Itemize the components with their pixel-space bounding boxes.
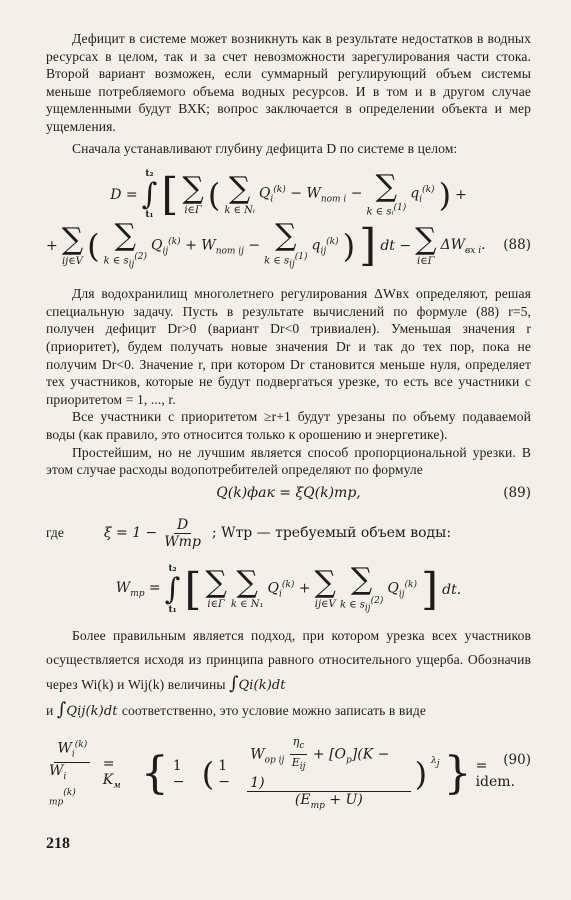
equation-90-tail: = idem. (475, 757, 516, 790)
paragraph-proportional: Простейшим, но не лучшим является способ пропорциональной урезки. В этом случае расходы водопотребителей определяют по формуле (46, 444, 531, 478)
paragraph-priority-cut: Все участники с приоритетом ≥r+1 будут урезаны по объему подаваемой воды (как правило, это относится только к орошению и энергетике). (46, 409, 531, 442)
paragraph-depth-intro: Сначала устанавливают глубину дефицита D по системе в целом: (72, 140, 458, 156)
paragraph-reservoirs: Для водохранилищ многолетнего регулирования ΔWвх определяют, решая специальную задачу. Пусть в результате вычислений по формуле (88) r=5, получен дефицит Dr>0 (вариант Dr<0 тривиален). Уменьшая значения r (приоритет), будем получать новые значения Dr и так до тех пор, пока не получим Dr<0. Значение r, при котором Dr становится меньше нуля, определяет тех участников, которые не будут подвергаться урезке, то есть все участники с приоритетом = 1, ..., r. (46, 286, 531, 407)
equation-88-line1: D = t₂ ∫ t₁ [ ∑ i∈Γ ( ∑ k ∈ Nᵢ $Q_i^{(k)} - W_{nom i}$ − ∑ k ∈ sᵢ$^{(1)}$ $q_i^{(k)}$ ) + (110, 168, 467, 221)
where-label: где (46, 525, 64, 541)
paragraph-equal-damage: Более правильным является подход, при котором урезка всех участников осуществляется исходя из принципа равного относительного ущерба. Обозначив через Wi(k) и Wij(k) величины ∫Qi(k)dt (46, 627, 531, 694)
xi-lhs: ξ = 1 − (103, 525, 158, 542)
xi-fraction-denominator: Wтр (164, 533, 201, 550)
page-number: 218 (46, 835, 70, 852)
paragraph-deficit: Дефицит в системе может возникнуть как в результате недостатков в водных ресурсах в целом, так и за счет невозможности зарегулирования части стока. Второй вариант возможен, если суммарный регулирующий объем системы меньше потребляемого объема водных ресурсов. И в том и в другом случае ущемленными будут ВХК; вопрос заключается в определении объекта и мер ущемления. (46, 31, 531, 134)
xi-fraction (161, 517, 204, 550)
integral-Qi: Qi(k)dt (238, 677, 286, 693)
definition-xi (46, 517, 531, 550)
equation-90-number: (90) (503, 751, 531, 768)
integral-Qij: Qij(k)dt (66, 703, 118, 719)
equation-90: $\frac{W_i^{(k)}}{W_{i тр}^{(k)}}$ = $K_м$ { 1 − ( 1 − $W_{op ij}$ $\frac{\eta_c}{E_{ij}}$ + $[O_p](K - 1)$ $(E_{тр} + U)$ ) $^{\lambda_j}$ } = idem. (90) (49, 734, 531, 811)
paragraph-condition: и ∫Qij(k)dt соответственно, это условие можно записать в виде (46, 698, 426, 720)
equation-88-line2: + ∑ ij∈V ( ∑ k ∈ $s_{ij}^{(2)}$ $Q_{ij}^{(k)} + W_{nom ij}$ − ∑ k ∈ $s_{ij}^{(1)}$ $q_{ij}^{(k)}$ ) ] dt − ∑ i∈Γ $\Delta W_{вх i}$. (88) (46, 218, 531, 272)
equation-89 (46, 483, 531, 507)
xi-fraction-numerator: D (174, 517, 191, 534)
equation-88-number: (88) (503, 237, 531, 254)
equation-89-number: (89) (503, 484, 531, 501)
equation-wtr: $W_{тр}$ = t₂ ∫ t₁ [ ∑ i∈Γ ∑ k ∈ N₁ $Q_i^{(k)}$ + ∑ ij∈V ∑ k ∈ $s_{ij}^{(2)}$ $Q_{ij}^{(k)}$ ] dt. (115, 561, 462, 615)
xi-description: ; Wтр — требуемый объем воды: (211, 525, 452, 542)
equation-89-body: Q(k)фак = ξQ(k)тр, (216, 484, 361, 501)
